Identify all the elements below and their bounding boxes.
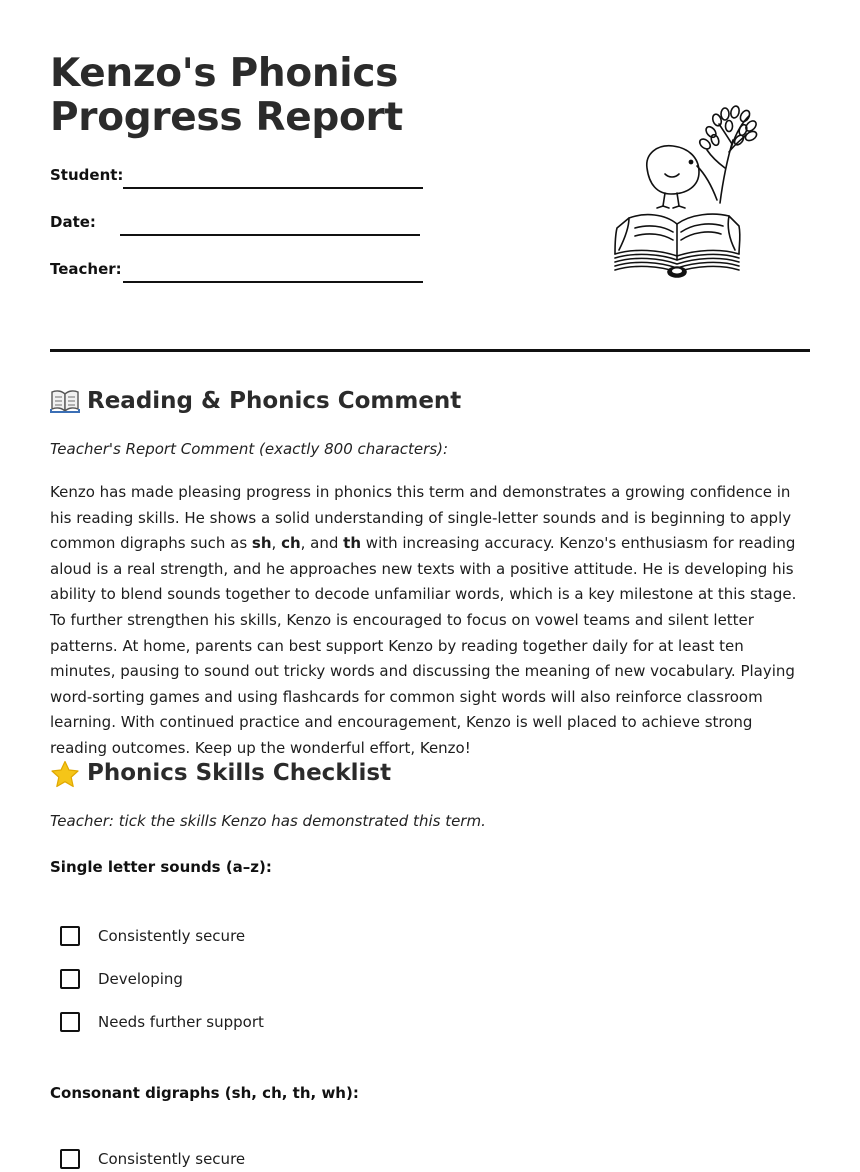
skill-checkbox[interactable] xyxy=(60,1012,80,1032)
open-book-icon xyxy=(50,388,80,414)
skill-option-label: Developing xyxy=(98,970,183,988)
kiwi-bird-on-open-book-icon xyxy=(605,100,765,285)
reading-section-heading xyxy=(50,388,461,414)
reading-intro: Teacher's Report Comment (exactly 800 characters): xyxy=(50,440,449,458)
teacher-comment xyxy=(50,480,810,762)
skill-checkbox[interactable] xyxy=(60,926,80,946)
digraph-th: th xyxy=(343,534,362,553)
header-divider xyxy=(50,349,810,352)
report-title-line-1: Kenzo's Phonics xyxy=(50,51,399,96)
report-title xyxy=(50,52,403,140)
comment-sep-1: , xyxy=(271,534,282,553)
skill-option-label: Needs further support xyxy=(98,1013,264,1031)
digraph-ch: ch xyxy=(281,534,301,553)
skill-checkbox[interactable] xyxy=(60,969,80,989)
teacher-label: Teacher: xyxy=(50,260,122,278)
skill-option-label: Consistently secure xyxy=(98,1150,246,1168)
skills-heading-text: Phonics Skills Checklist xyxy=(87,760,392,786)
skill-group-label: Consonant digraphs (sh, ch, th, wh): xyxy=(50,1084,359,1102)
report-header xyxy=(50,0,810,352)
reading-heading-text: Reading & Phonics Comment xyxy=(87,388,462,414)
student-input-line[interactable] xyxy=(123,187,423,189)
skill-option-row[interactable] xyxy=(60,1009,264,1035)
date-label: Date: xyxy=(50,213,96,231)
skill-group-label: Single letter sounds (a–z): xyxy=(50,858,272,876)
report-title-line-2: Progress Report xyxy=(50,95,403,140)
skill-option-row[interactable] xyxy=(60,1146,245,1172)
report-page xyxy=(50,0,810,1168)
student-label: Student: xyxy=(50,166,124,184)
digraph-sh: sh xyxy=(251,534,272,553)
comment-sep-2: , and xyxy=(300,534,344,553)
star-icon xyxy=(50,760,80,786)
comment-part-1: Kenzo has made pleasing progress in phonics this term and demonstrates a growing confidence in his reading skills. He shows a solid understanding of single-letter sounds and is beginning to apply common digraphs such as xyxy=(50,483,792,553)
skills-section-heading xyxy=(50,760,391,786)
date-input-line[interactable] xyxy=(120,234,420,236)
teacher-input-line[interactable] xyxy=(123,281,423,283)
skill-option-row[interactable] xyxy=(60,966,183,992)
skills-intro: Teacher: tick the skills Kenzo has demonstrated this term. xyxy=(50,812,486,830)
skill-option-label: Consistently secure xyxy=(98,927,246,945)
skill-checkbox[interactable] xyxy=(60,1149,80,1169)
comment-part-2: with increasing accuracy. Kenzo's enthusiasm for reading aloud is a real strength, and he approaches new texts with a positive attitude. He is developing his ability to blend sounds together to decode unfamiliar words, which is a key milestone at this stage. To further strengthen his skills, Kenzo is encouraged to focus on vowel teams and silent letter patterns. At home, parents can best support Kenzo by reading together daily for at least ten minutes, pausing to sound out tricky words and discussing the meaning of new vocabulary. Playing word-sorting games and using flashcards for common sight words will also reinforce classroom learning. With continued practice and encouragement, Kenzo is well placed to achieve strong reading outcomes. Keep up the wonderful effort, Kenzo! xyxy=(50,534,797,757)
skill-option-row[interactable] xyxy=(60,923,245,949)
